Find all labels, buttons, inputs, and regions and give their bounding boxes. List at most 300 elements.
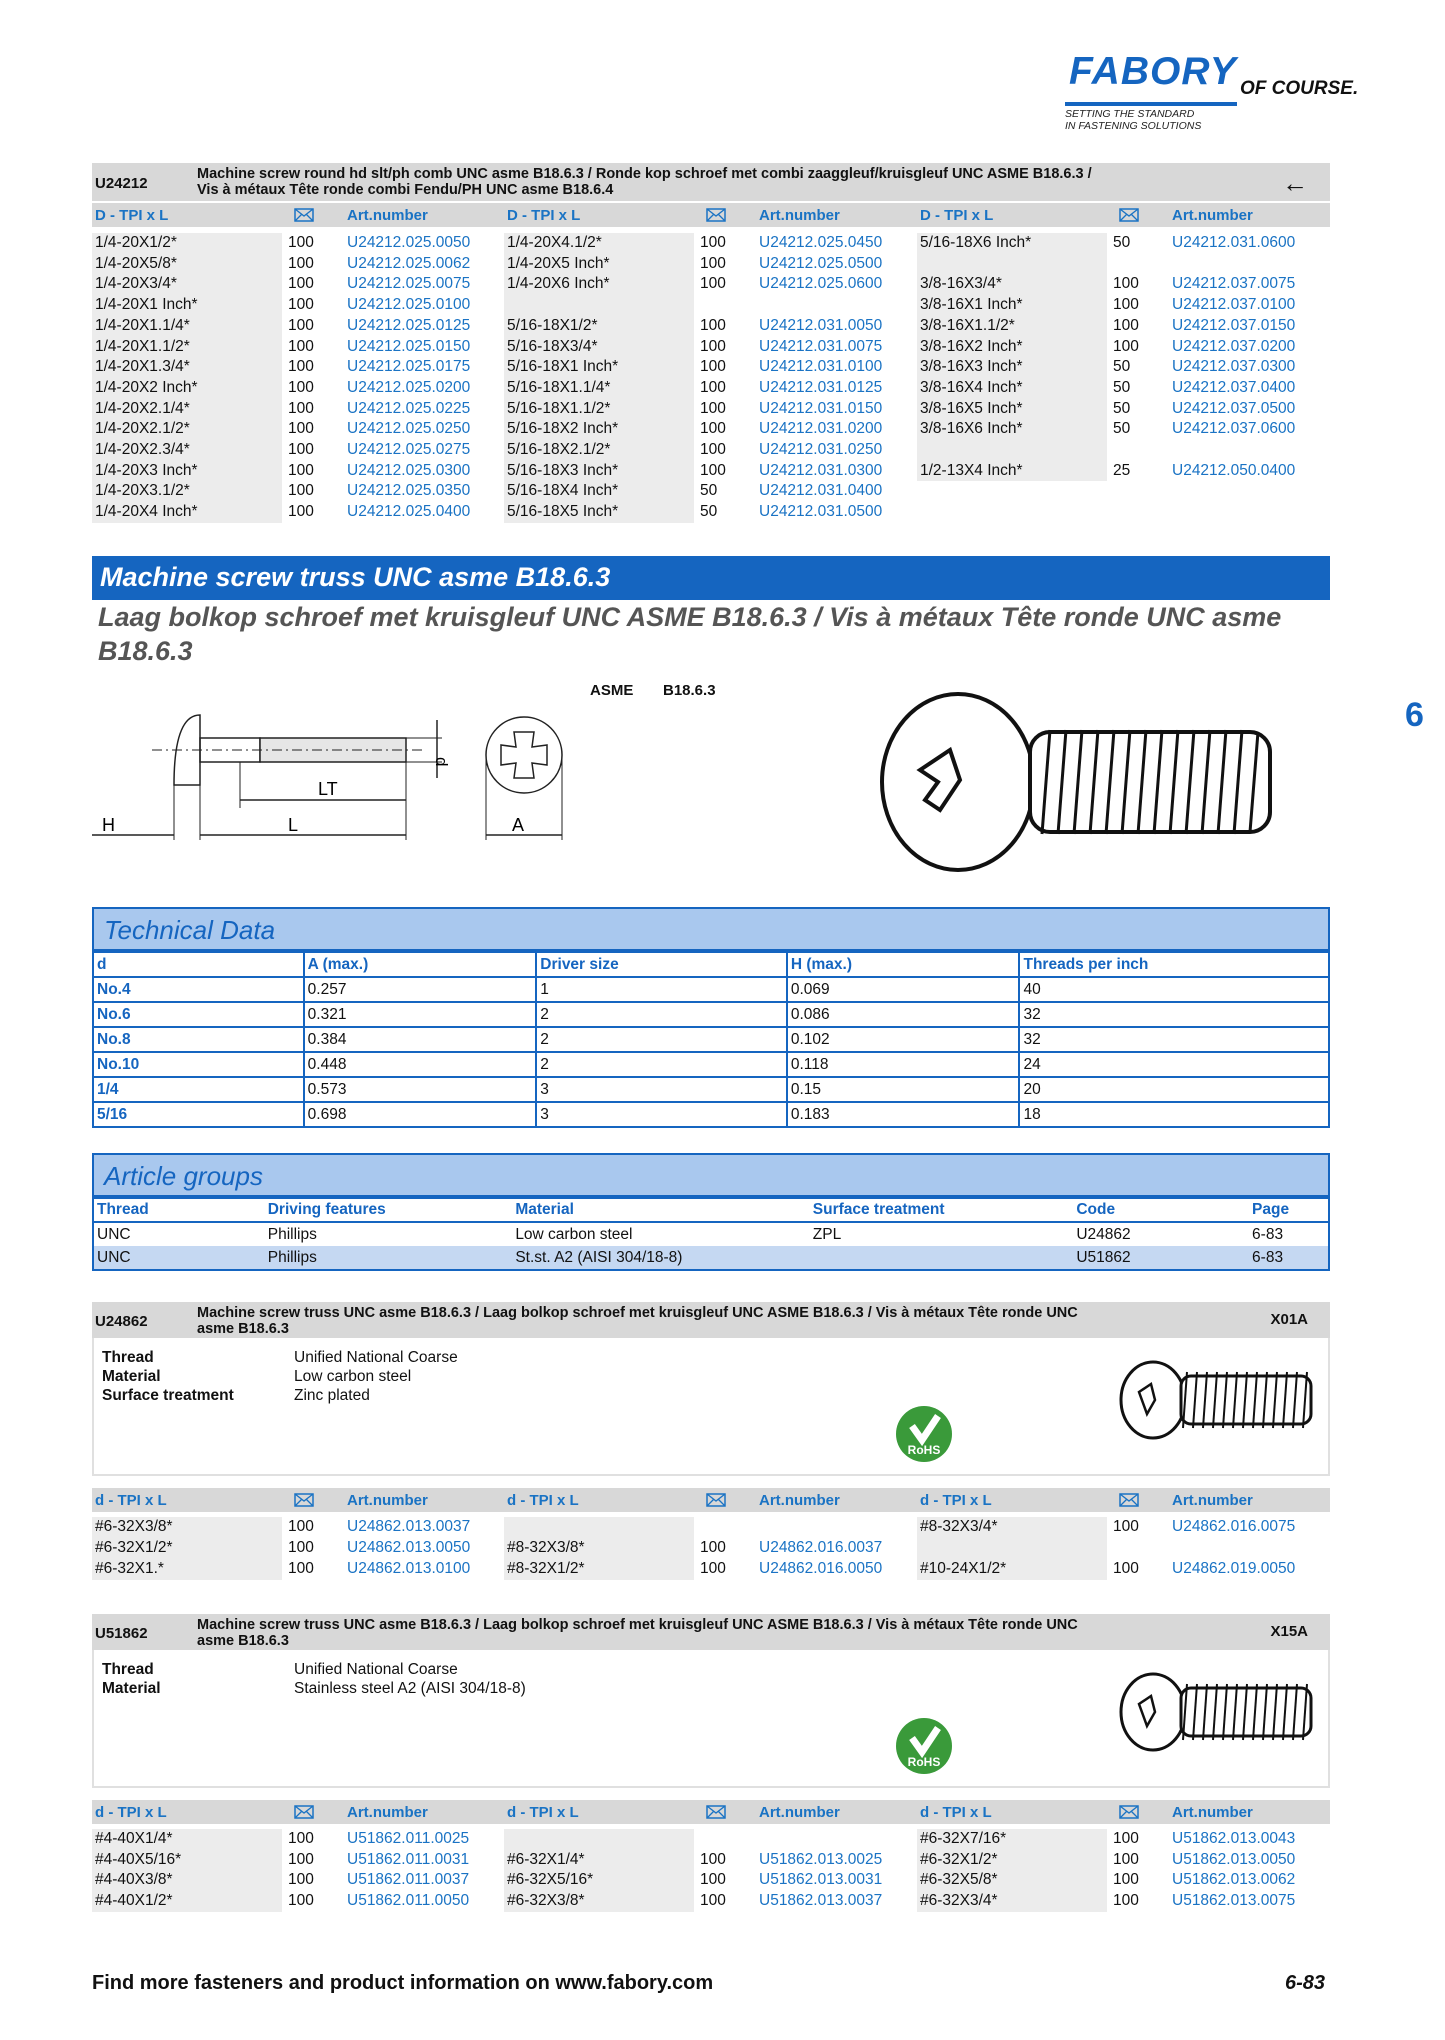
envelope-icon [1119,208,1139,222]
quantity-cell: 50 [1113,234,1131,251]
size-cell: No.8 [93,1027,304,1052]
art-number-link[interactable]: U24862.016.0037 [759,1539,883,1556]
dimension-cell: 5/16-18X2.1/2* [507,441,611,458]
brand-suffix: OF COURSE. [1240,78,1359,99]
dimension-cell: 5/16-18X1/2* [507,316,598,334]
quantity-cell: 100 [1113,1850,1139,1868]
column-header-art-number: Art.number [1172,207,1253,224]
dimension-cell: #6-32X3/8* [95,1518,173,1535]
column-header-dimension: d - TPI x L [507,1492,579,1509]
value-cell: 2 [536,1002,787,1027]
product-header-u51862 [92,1614,1330,1650]
quantity-cell: 100 [1113,275,1139,293]
article-group-cell: 6-83 [1252,1225,1284,1243]
quantity-cell: 100 [1113,1518,1139,1535]
art-number-link[interactable]: U51862.011.0025 [347,1830,470,1847]
dimension-cell: 5/16-18X1 Inch* [507,358,619,376]
technical-row [93,1027,1329,1052]
dimension-cell: 5/16-18X6 Inch* [920,234,1032,251]
technical-header-cell: A (max.) [304,952,537,977]
article-groups-header-cell: Surface treatment [810,1198,1074,1222]
dimension-cell: 3/8-16X1.1/2* [920,316,1015,334]
rohs-label: RoHS [907,1755,941,1769]
art-number-link[interactable]: U24212.025.0200 [347,378,471,396]
footer-text[interactable]: Find more fasteners and product information on www.fabory.com [92,1972,714,1994]
article-group-cell: 6-83 [1249,1246,1329,1270]
envelope-icon [294,1493,314,1507]
column-header-dimension: d - TPI x L [920,1804,992,1821]
dim-label-a: A [512,815,525,835]
envelope-icon [706,1493,726,1507]
quantity-cell: 100 [700,1539,726,1556]
quantity-cell: 100 [1113,1830,1139,1847]
quantity-cell: 100 [700,399,726,417]
table-u24212 [92,233,1330,523]
column-header-dimension: d - TPI x L [95,1492,167,1509]
quantity-cell: 100 [700,378,726,396]
quantity-cell: 100 [288,441,314,458]
column-header-dimension: d - TPI x L [507,1804,579,1821]
product-properties [102,1348,458,1405]
dimension-cell: #6-32X1.* [95,1560,164,1577]
value-cell: 40 [1019,977,1329,1002]
column-header-dimension: D - TPI x L [920,207,994,224]
quantity-cell: 100 [700,358,726,376]
art-number-link[interactable]: U24212.037.0075 [1172,275,1296,293]
envelope-icon [294,1805,314,1819]
dimension-cell: #4-40X1/2* [95,1892,173,1910]
art-number-link[interactable]: U24212.031.0100 [759,358,883,376]
technical-row [93,1052,1329,1077]
quantity-cell: 100 [700,420,726,438]
screw-image [1119,1662,1319,1762]
quantity-cell: 50 [1113,420,1131,438]
technical-row [93,1002,1329,1027]
article-group-cell: U51862 [1073,1246,1249,1270]
art-number-link[interactable]: U24212.025.0500 [759,254,883,272]
art-number-link[interactable]: U51862.011.0031 [347,1850,470,1868]
dimension-cell: #10-24X1/2* [920,1560,1007,1577]
article-groups-title: Article groups [92,1153,1330,1197]
article-group-cell: U24862 [1076,1225,1131,1243]
technical-row [93,1077,1329,1102]
dimension-cell: 3/8-16X1 Inch* [920,296,1023,314]
art-number-link[interactable]: U24212.037.0300 [1172,358,1296,376]
brand-tagline [1065,108,1201,132]
quantity-cell: 100 [288,1850,314,1868]
standard-value: B18.6.3 [663,682,716,699]
quantity-cell: 100 [288,234,314,251]
art-number-link[interactable]: U24212.025.0075 [347,275,471,293]
dimension-cell: 1/4-20X1/2* [95,234,177,251]
section-title: Machine screw truss UNC asme B18.6.3 [92,556,1330,600]
quantity-cell: 100 [700,234,726,251]
property-row [102,1679,526,1698]
size-cell: 5/16 [93,1102,304,1127]
article-group-cell: Phillips [265,1246,513,1270]
quantity-cell: 100 [700,1560,726,1577]
art-number-link[interactable]: U24862.019.0050 [1172,1560,1296,1577]
value-cell: 32 [1019,1002,1329,1027]
art-number-link[interactable]: U24212.025.0275 [347,441,471,458]
art-number-link[interactable]: U24212.025.0600 [759,275,883,293]
art-number-link[interactable]: U24212.025.0225 [347,399,471,417]
art-number-link[interactable]: U24212.025.0062 [347,254,471,272]
art-number-link[interactable]: U24862.013.0037 [347,1518,471,1535]
quantity-cell: 100 [288,461,314,479]
article-group-row[interactable] [93,1222,1329,1246]
art-number-link[interactable]: U24212.025.0400 [347,503,471,521]
quantity-cell: 100 [1113,337,1139,355]
art-number-link[interactable]: U24212.025.0125 [347,316,471,334]
description-line-2: Vis à métaux Tête ronde combi Fendu/PH UNC asme B18.6.4 [197,182,614,198]
art-number-link[interactable]: U24212.031.0125 [759,378,883,396]
description-line-1: Machine screw truss UNC asme B18.6.3 / Laag bolkop schroef met kruisgleuf UNC ASME B18.6.3 / Vis à métaux Tête ronde UNC [197,1617,1078,1633]
dimension-cell: 3/8-16X6 Inch* [920,420,1023,438]
phillips-recess [501,732,547,778]
value-cell: 0.698 [304,1102,537,1127]
quantity-cell: 100 [700,441,726,458]
property-value: Unified National Coarse [294,1661,458,1678]
technical-data-table [92,951,1330,1128]
screw-image [1119,1350,1319,1450]
art-number-link[interactable]: U24212.025.0350 [347,482,471,500]
column-header-dimension: d - TPI x L [95,1804,167,1821]
column-header-u24862 [92,1488,1330,1512]
quantity-cell: 100 [288,399,314,417]
product-header-u24862 [92,1302,1330,1338]
dimension-cell: 3/8-16X2 Inch* [920,337,1023,355]
size-cell: No.10 [93,1052,304,1077]
tagline-line-1: SETTING THE STANDARD [1065,108,1195,120]
column-header-dimension: D - TPI x L [95,207,169,224]
rohs-badge-icon [894,1716,954,1776]
dimension-cell: 1/4-20X4.1/2* [507,234,602,251]
info-box-u51862 [92,1650,1330,1788]
arrow-left-icon[interactable]: ← [1282,168,1308,198]
art-number-link[interactable]: U24862.013.0100 [347,1560,471,1577]
product-code: U24212 [95,175,148,192]
property-value: Stainless steel A2 (AISI 304/18-8) [294,1680,526,1697]
dimension-cell: 1/4-20X2.1/2* [95,420,190,438]
property-label: Surface treatment [102,1387,234,1404]
article-groups-header-cell: Thread [93,1198,265,1222]
quantity-cell: 50 [1113,399,1131,417]
dimension-cell: 5/16-18X1.1/2* [507,399,611,417]
value-cell: 0.086 [787,1002,1020,1027]
art-number-link[interactable]: U24212.031.0050 [759,316,883,334]
column-header-u51862 [92,1800,1330,1824]
art-number-link[interactable]: U24212.025.0450 [759,234,883,251]
quantity-cell: 100 [288,358,314,376]
dimension-cell: #6-32X3/8* [507,1892,585,1910]
property-row [102,1386,458,1405]
art-number-link[interactable]: U51862.013.0025 [759,1850,883,1868]
product-description [197,166,1247,198]
quantity-cell: 50 [700,482,718,500]
quantity-cell: 100 [700,1892,726,1910]
article-group-cell: St.st. A2 (AISI 304/18-8) [512,1246,809,1270]
dimension-cell: #8-32X3/4* [920,1518,998,1535]
article-groups-header-cell: Page [1249,1198,1329,1222]
column-header-art-number: Art.number [347,1804,428,1821]
size-cell: No.6 [93,1002,304,1027]
dimension-cell: 1/4-20X5/8* [95,254,177,272]
info-box-u24862 [92,1338,1330,1476]
art-number-link[interactable]: U51862.013.0043 [1172,1830,1296,1847]
art-number-link[interactable]: U24212.031.0250 [759,441,883,458]
dimension-cell: 1/4-20X2.1/4* [95,399,190,417]
quantity-cell: 100 [700,316,726,334]
column-header-dimension: D - TPI x L [507,207,581,224]
column-header-art-number: Art.number [759,207,840,224]
art-number-link[interactable]: U24212.037.0100 [1172,296,1296,314]
art-number-link[interactable]: U51862.013.0031 [759,1871,883,1889]
art-number-link[interactable]: U24212.031.0600 [1172,234,1296,251]
quantity-cell: 100 [288,316,314,334]
property-value: Zinc plated [294,1387,370,1404]
art-number-link[interactable]: U24212.025.0150 [347,337,471,355]
dimension-cell: 1/4-20X5 Inch* [507,254,610,272]
value-cell: 0.573 [304,1077,537,1102]
brand-name: FABORY [1069,50,1237,93]
article-groups-header-cell: Code [1073,1198,1249,1222]
quantity-cell: 100 [1113,1871,1139,1889]
dimension-cell: 1/4-20X2.3/4* [95,441,190,458]
dimension-cell: 1/4-20X2 Inch* [95,378,198,396]
article-group-cell: UNC [97,1225,131,1243]
art-number-link[interactable]: U24212.031.0300 [759,461,883,479]
value-cell: 24 [1019,1052,1329,1077]
dimension-cell: 3/8-16X5 Inch* [920,399,1023,417]
article-groups-table [92,1197,1330,1271]
envelope-icon [1119,1493,1139,1507]
art-number-link[interactable]: U24212.037.0150 [1172,316,1296,334]
product-description [197,1617,1247,1649]
value-cell: 0.15 [787,1077,1020,1102]
truss-screw-image [880,690,1290,880]
column-header-u24212 [92,203,1330,227]
quantity-cell: 100 [700,337,726,355]
column-header-art-number: Art.number [759,1492,840,1509]
quantity-cell: 100 [700,275,726,293]
fabory-logo[interactable] [1060,50,1360,140]
envelope-icon [294,208,314,222]
article-group-row[interactable] [93,1246,1329,1270]
dimension-cell: #4-40X1/4* [95,1830,173,1847]
dimension-cell: 3/8-16X3/4* [920,275,1002,293]
art-number-link[interactable]: U24212.031.0150 [759,399,883,417]
quantity-cell: 25 [1113,461,1131,479]
quantity-cell: 50 [1113,358,1131,376]
dimension-cell: 3/8-16X3 Inch* [920,358,1023,376]
art-number-link[interactable]: U24212.037.0500 [1172,399,1296,417]
size-cell: No.4 [93,977,304,1002]
art-number-link[interactable]: U51862.013.0037 [759,1892,883,1910]
quantity-cell: 100 [288,482,314,500]
article-groups-header-cell: Driving features [265,1198,513,1222]
art-number-link[interactable]: U24212.031.0500 [759,503,883,521]
art-number-link[interactable]: U24212.025.0250 [347,420,471,438]
envelope-icon [1119,1805,1139,1819]
column-header-art-number: Art.number [1172,1492,1253,1509]
art-number-link[interactable]: U51862.013.0075 [1172,1892,1296,1910]
description-line-1: Machine screw truss UNC asme B18.6.3 / Laag bolkop schroef met kruisgleuf UNC ASME B18.6.3 / Vis à métaux Tête ronde UNC [197,1305,1078,1321]
column-header-art-number: Art.number [347,207,428,224]
dimension-cell: 5/16-18X4 Inch* [507,482,619,500]
dimension-cell: 1/4-20X1.1/2* [95,337,190,355]
dimension-cell: 1/2-13X4 Inch* [920,461,1023,479]
art-number-link[interactable]: U51862.011.0037 [347,1871,470,1889]
technical-data-title: Technical Data [92,907,1330,951]
quantity-cell: 100 [700,1871,726,1889]
dimension-cell: 1/4-20X3.1/2* [95,482,190,500]
art-number-link[interactable]: U24212.025.0050 [347,234,471,251]
art-number-link[interactable]: U51862.011.0050 [347,1892,470,1910]
quantity-cell: 100 [700,461,726,479]
article-group-cell: Phillips [267,1225,317,1243]
dim-label-l: L [288,815,299,835]
quantity-cell: 100 [1113,296,1139,314]
quantity-cell: 100 [288,254,314,272]
dimension-cell: 1/4-20X4 Inch* [95,503,198,521]
technical-header-row [93,952,1329,977]
rohs-badge-icon [894,1404,954,1464]
technical-header-cell: Driver size [536,952,787,977]
value-cell: 32 [1019,1027,1329,1052]
article-groups-header-row [93,1198,1329,1222]
dimension-cell: 1/4-20X1.1/4* [95,316,190,334]
column-header-art-number: Art.number [1172,1804,1253,1821]
quantity-cell: 100 [288,420,314,438]
art-number-link[interactable]: U24212.025.0100 [347,296,471,314]
logo-underline [1065,102,1237,106]
envelope-icon [706,1805,726,1819]
dim-label-lt: LT [318,779,338,799]
quantity-cell: 100 [288,1560,314,1577]
value-cell: 2 [536,1027,787,1052]
quantity-cell: 100 [288,1518,314,1535]
art-number-link[interactable]: U24212.031.0075 [759,337,883,355]
dimension-cell: 5/16-18X1.1/4* [507,378,611,396]
dimension-cell: #6-32X5/8* [920,1871,998,1889]
art-number-link[interactable]: U24862.016.0050 [759,1560,883,1577]
grade-code: X15A [1270,1623,1308,1640]
dimension-cell: #4-40X3/8* [95,1871,173,1889]
description-line-1: Machine screw round hd slt/ph comb UNC asme B18.6.3 / Ronde kop schroef met combi zaaggleuf/kruisgleuf UNC ASME B18.6.3 / [197,166,1092,182]
property-label: Thread [102,1349,154,1366]
dimension-cell: #6-32X7/16* [920,1830,1007,1847]
tagline-line-2: IN FASTENING SOLUTIONS [1065,120,1202,132]
technical-header-cell: d [93,952,304,977]
technical-header-cell: H (max.) [787,952,1020,977]
dimension-cell: #6-32X1/2* [920,1850,998,1868]
value-cell: 0.118 [787,1052,1020,1077]
property-value: Unified National Coarse [294,1349,458,1366]
technical-row [93,1102,1329,1127]
article-group-cell [810,1246,1074,1270]
product-code: U24862 [95,1313,148,1330]
quantity-cell: 100 [288,1830,314,1847]
art-number-link[interactable]: U24212.025.0175 [347,358,471,376]
dimension-cell: 1/4-20X3/4* [95,275,177,293]
art-number-link[interactable]: U51862.013.0050 [1172,1850,1296,1868]
art-number-link[interactable]: U51862.013.0062 [1172,1871,1296,1889]
value-cell: 0.384 [304,1027,537,1052]
art-number-link[interactable]: U24212.037.0400 [1172,378,1296,396]
dimension-cell: 5/16-18X2 Inch* [507,420,619,438]
product-description [197,1305,1247,1337]
head-top-view [486,717,562,793]
dimension-cell: #6-32X5/16* [507,1871,594,1889]
quantity-cell: 100 [1113,316,1139,334]
value-cell: 1 [536,977,787,1002]
quantity-cell: 100 [288,503,314,521]
value-cell: 3 [536,1102,787,1127]
description-line-2: asme B18.6.3 [197,1633,289,1649]
table-u24862 [92,1517,1330,1581]
quantity-cell: 100 [288,296,314,314]
product-properties [102,1660,526,1698]
art-number-link[interactable]: U24212.037.0600 [1172,420,1296,438]
article-groups-header-cell: Material [512,1198,809,1222]
value-cell: 0.069 [787,977,1020,1002]
dimension-cell: 1/4-20X1.3/4* [95,358,190,376]
technical-row [93,977,1329,1002]
property-row [102,1367,458,1386]
value-cell: 18 [1019,1102,1329,1127]
technical-header-cell: Threads per inch [1019,952,1329,977]
dim-label-d: d [432,757,451,767]
property-label: Material [102,1368,161,1385]
quantity-cell: 100 [1113,1560,1139,1577]
quantity-cell: 100 [288,1871,314,1889]
dimension-cell: #6-32X3/4* [920,1892,998,1910]
value-cell: 0.321 [304,1002,537,1027]
envelope-icon [706,208,726,222]
quantity-cell: 100 [700,254,726,272]
dim-label-h: H [102,815,115,835]
column-header-dimension: d - TPI x L [920,1492,992,1509]
quantity-cell: 100 [1113,1892,1139,1910]
rohs-label: RoHS [907,1443,941,1457]
article-group-cell: UNC [93,1246,265,1270]
dimension-cell: #8-32X1/2* [507,1560,585,1577]
description-line-2: asme B18.6.3 [197,1321,289,1337]
dimension-cell: 5/16-18X3 Inch* [507,461,619,479]
column-header-art-number: Art.number [759,1804,840,1821]
value-cell: 0.257 [304,977,537,1002]
art-number-link[interactable]: U24212.025.0300 [347,461,471,479]
art-number-link[interactable]: U24212.050.0400 [1172,461,1296,479]
quantity-cell: 100 [288,378,314,396]
art-number-link[interactable]: U24212.031.0200 [759,420,883,438]
article-group-cell: ZPL [812,1225,842,1243]
value-cell: 0.183 [787,1102,1020,1127]
art-number-link[interactable]: U24212.037.0200 [1172,337,1296,355]
art-number-link[interactable]: U24862.016.0075 [1172,1518,1296,1535]
screw-shank [200,738,260,762]
chapter-number: 6 [1405,696,1424,734]
column-header-art-number: Art.number [347,1492,428,1509]
art-number-link[interactable]: U24862.013.0050 [347,1539,471,1556]
dimension-cell: 5/16-18X3/4* [507,337,598,355]
value-cell: 2 [536,1052,787,1077]
page-number: 6-83 [1285,1972,1326,1994]
art-number-link[interactable]: U24212.031.0400 [759,482,883,500]
standard-label: ASME [590,682,634,699]
product-code: U51862 [95,1625,148,1642]
